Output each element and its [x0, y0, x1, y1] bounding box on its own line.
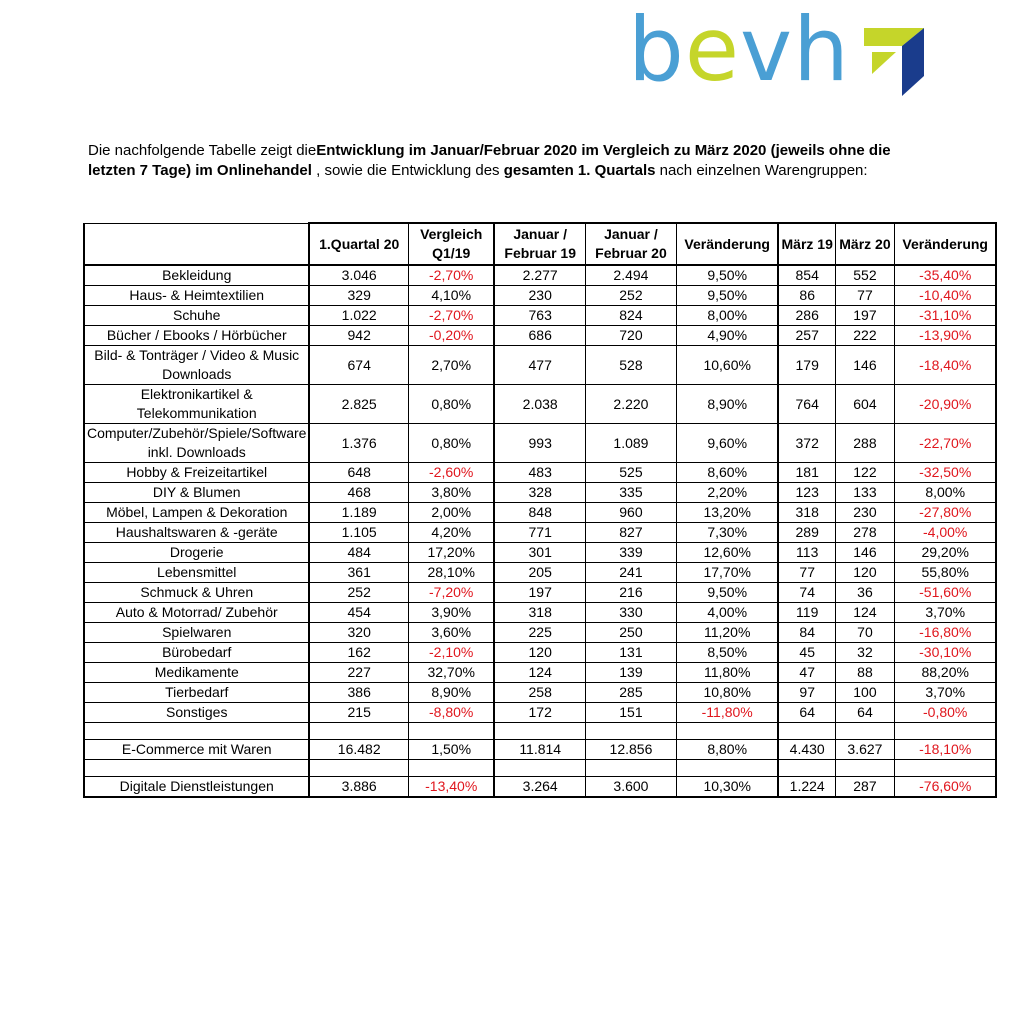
- intro-bold-2: gesamten 1. Quartals: [503, 161, 656, 179]
- table-cell: 100: [835, 683, 894, 703]
- table-cell: 771: [494, 523, 585, 543]
- row-label: Computer/Zubehör/Spiele/Software inkl. Downloads: [84, 424, 309, 463]
- spacer-cell: [309, 723, 408, 740]
- table-cell: 648: [309, 463, 408, 483]
- table-cell: 250: [585, 623, 676, 643]
- row-label: Spielwaren: [84, 623, 309, 643]
- spacer-row: [84, 723, 996, 740]
- row-label: Drogerie: [84, 543, 309, 563]
- table-cell: 8,90%: [408, 683, 494, 703]
- logo-letter-b: b: [628, 0, 685, 101]
- table-cell: 3.600: [585, 777, 676, 798]
- table-cell: 525: [585, 463, 676, 483]
- table-cell: 329: [309, 286, 408, 306]
- table-cell: -22,70%: [894, 424, 996, 463]
- table-cell: 2.220: [585, 385, 676, 424]
- product-group-table: [83, 222, 997, 798]
- table-cell: 124: [494, 663, 585, 683]
- table-cell: 484: [309, 543, 408, 563]
- logo-letter-e: e: [684, 0, 740, 101]
- table-cell: 764: [778, 385, 835, 424]
- table-cell: 225: [494, 623, 585, 643]
- table-cell: 4,10%: [408, 286, 494, 306]
- spacer-cell: [309, 760, 408, 777]
- row-label: Lebensmittel: [84, 563, 309, 583]
- table-row: [84, 503, 996, 523]
- table-cell: 119: [778, 603, 835, 623]
- table-cell: 1.022: [309, 306, 408, 326]
- table-cell: -18,40%: [894, 346, 996, 385]
- table-cell: -76,60%: [894, 777, 996, 798]
- table-cell: 11,80%: [676, 663, 778, 683]
- table-cell: 10,30%: [676, 777, 778, 798]
- table-cell: -31,10%: [894, 306, 996, 326]
- table-cell: 3,70%: [894, 683, 996, 703]
- table-cell: -0,80%: [894, 703, 996, 723]
- table-cell: 1.089: [585, 424, 676, 463]
- spacer-cell: [835, 723, 894, 740]
- table-cell: 0,80%: [408, 385, 494, 424]
- table-cell: -0,20%: [408, 326, 494, 346]
- table-cell: 993: [494, 424, 585, 463]
- table-cell: 854: [778, 265, 835, 286]
- table-cell: -2,10%: [408, 643, 494, 663]
- table-cell: 55,80%: [894, 563, 996, 583]
- table-cell: 9,50%: [676, 265, 778, 286]
- table-cell: 230: [494, 286, 585, 306]
- table-row: [84, 643, 996, 663]
- table-cell: 386: [309, 683, 408, 703]
- column-header: Januar / Februar 19: [494, 223, 585, 265]
- spacer-cell: [676, 760, 778, 777]
- table-cell: 172: [494, 703, 585, 723]
- table-cell: 1,50%: [408, 740, 494, 760]
- table-cell: 0,80%: [408, 424, 494, 463]
- row-label: Elektronikartikel & Telekommunikation: [84, 385, 309, 424]
- column-header: März 19: [778, 223, 835, 265]
- spacer-cell: [84, 760, 309, 777]
- table-cell: 2.038: [494, 385, 585, 424]
- table-cell: 222: [835, 326, 894, 346]
- table-cell: 604: [835, 385, 894, 424]
- table-cell: 13,20%: [676, 503, 778, 523]
- table-cell: 77: [778, 563, 835, 583]
- table-cell: 45: [778, 643, 835, 663]
- table-cell: 7,30%: [676, 523, 778, 543]
- table-cell: -32,50%: [894, 463, 996, 483]
- table-cell: 8,00%: [676, 306, 778, 326]
- table-cell: 88: [835, 663, 894, 683]
- table-cell: 257: [778, 326, 835, 346]
- table-cell: -18,10%: [894, 740, 996, 760]
- table-cell: 288: [835, 424, 894, 463]
- table-row: [84, 603, 996, 623]
- row-label: Schmuck & Uhren: [84, 583, 309, 603]
- table-cell: 241: [585, 563, 676, 583]
- column-header: Vergleich Q1/19: [408, 223, 494, 265]
- table-cell: -10,40%: [894, 286, 996, 306]
- table-cell: 361: [309, 563, 408, 583]
- table-cell: 227: [309, 663, 408, 683]
- table-cell: 47: [778, 663, 835, 683]
- table-cell: 824: [585, 306, 676, 326]
- row-label: Bürobedarf: [84, 643, 309, 663]
- table-cell: 318: [778, 503, 835, 523]
- table-row: [84, 703, 996, 723]
- table-cell: 720: [585, 326, 676, 346]
- table-cell: 320: [309, 623, 408, 643]
- table-row: [84, 265, 996, 286]
- row-label: E-Commerce mit Waren: [84, 740, 309, 760]
- intro-bold-1: Entwicklung im Januar/Februar 2020 im Vergleich zu März 2020 (jeweils ohne die letzten 7 Tage) im Onlinehandel: [88, 142, 891, 179]
- table-cell: 70: [835, 623, 894, 643]
- header-blank-cell: [84, 223, 309, 265]
- table-cell: 468: [309, 483, 408, 503]
- table-row: [84, 740, 996, 760]
- table-cell: 120: [494, 643, 585, 663]
- table-cell: 151: [585, 703, 676, 723]
- table-cell: 12.856: [585, 740, 676, 760]
- table-cell: 17,20%: [408, 543, 494, 563]
- table-cell: 252: [309, 583, 408, 603]
- table-cell: 1.105: [309, 523, 408, 543]
- table-row: [84, 424, 996, 463]
- table-cell: 3.046: [309, 265, 408, 286]
- table-cell: 124: [835, 603, 894, 623]
- table-cell: 29,20%: [894, 543, 996, 563]
- column-header: Veränderung: [676, 223, 778, 265]
- row-label: DIY & Blumen: [84, 483, 309, 503]
- table-cell: 454: [309, 603, 408, 623]
- table-cell: 36: [835, 583, 894, 603]
- table-cell: 827: [585, 523, 676, 543]
- table-row: [84, 306, 996, 326]
- spacer-cell: [676, 723, 778, 740]
- table-cell: -51,60%: [894, 583, 996, 603]
- row-label: Bild- & Tonträger / Video & Music Downloads: [84, 346, 309, 385]
- table-cell: -11,80%: [676, 703, 778, 723]
- table-row: [84, 483, 996, 503]
- table-cell: 8,90%: [676, 385, 778, 424]
- table-cell: 942: [309, 326, 408, 346]
- table-cell: 483: [494, 463, 585, 483]
- table-cell: 197: [494, 583, 585, 603]
- table-cell: 1.189: [309, 503, 408, 523]
- spacer-cell: [494, 760, 585, 777]
- table-cell: 162: [309, 643, 408, 663]
- table-cell: 120: [835, 563, 894, 583]
- table-cell: 258: [494, 683, 585, 703]
- table-cell: 32,70%: [408, 663, 494, 683]
- table-cell: 2.825: [309, 385, 408, 424]
- table-cell: 16.482: [309, 740, 408, 760]
- table-cell: 133: [835, 483, 894, 503]
- logo-letter-v: v: [740, 0, 794, 101]
- table-cell: 28,10%: [408, 563, 494, 583]
- table-cell: 335: [585, 483, 676, 503]
- table-cell: 216: [585, 583, 676, 603]
- table-cell: 278: [835, 523, 894, 543]
- table-row: [84, 523, 996, 543]
- table-cell: 3.264: [494, 777, 585, 798]
- row-label: Möbel, Lampen & Dekoration: [84, 503, 309, 523]
- table-cell: 4.430: [778, 740, 835, 760]
- table-cell: 4,00%: [676, 603, 778, 623]
- table-cell: 1.224: [778, 777, 835, 798]
- table-row: [84, 463, 996, 483]
- spacer-cell: [408, 723, 494, 740]
- row-label: Schuhe: [84, 306, 309, 326]
- intro-text-2: , sowie die Entwicklung des: [311, 161, 500, 179]
- table-cell: 32: [835, 643, 894, 663]
- table-cell: 84: [778, 623, 835, 643]
- spacer-cell: [408, 760, 494, 777]
- table-cell: 215: [309, 703, 408, 723]
- table-cell: 86: [778, 286, 835, 306]
- table-cell: -4,00%: [894, 523, 996, 543]
- table-cell: 301: [494, 543, 585, 563]
- table-cell: -27,80%: [894, 503, 996, 523]
- table-cell: 3.886: [309, 777, 408, 798]
- table-cell: 9,60%: [676, 424, 778, 463]
- table-cell: 97: [778, 683, 835, 703]
- table-row: [84, 385, 996, 424]
- spacer-cell: [835, 760, 894, 777]
- table-cell: 285: [585, 683, 676, 703]
- row-label: Bücher / Ebooks / Hörbücher: [84, 326, 309, 346]
- table-row: [84, 563, 996, 583]
- column-header: Veränderung: [894, 223, 996, 265]
- table-body: [84, 265, 996, 797]
- table-cell: 197: [835, 306, 894, 326]
- row-label: Sonstiges: [84, 703, 309, 723]
- row-label: Hobby & Freizeitartikel: [84, 463, 309, 483]
- column-header: Januar / Februar 20: [585, 223, 676, 265]
- table-row: [84, 543, 996, 563]
- table-cell: 3,90%: [408, 603, 494, 623]
- table-cell: 289: [778, 523, 835, 543]
- table-cell: 4,20%: [408, 523, 494, 543]
- table-cell: 74: [778, 583, 835, 603]
- intro-paragraph: [88, 141, 918, 180]
- table-cell: 181: [778, 463, 835, 483]
- table-row: [84, 326, 996, 346]
- table-cell: -2,60%: [408, 463, 494, 483]
- table-cell: 10,60%: [676, 346, 778, 385]
- table-cell: 9,50%: [676, 286, 778, 306]
- table-cell: -7,20%: [408, 583, 494, 603]
- table-cell: -13,90%: [894, 326, 996, 346]
- table-cell: 131: [585, 643, 676, 663]
- table-cell: 328: [494, 483, 585, 503]
- table-cell: 3,60%: [408, 623, 494, 643]
- table-cell: 339: [585, 543, 676, 563]
- table-cell: 205: [494, 563, 585, 583]
- logo-wordmark: [628, 0, 850, 101]
- intro-text-1: Die nachfolgende Tabelle zeigt die: [88, 142, 317, 159]
- table-cell: 2,70%: [408, 346, 494, 385]
- table-row: [84, 286, 996, 306]
- table-cell: 960: [585, 503, 676, 523]
- table-cell: 146: [835, 543, 894, 563]
- logo-letter-h: h: [793, 0, 850, 101]
- table-row: [84, 683, 996, 703]
- row-label: Haushaltswaren & -geräte: [84, 523, 309, 543]
- table-cell: 3.627: [835, 740, 894, 760]
- table-cell: 674: [309, 346, 408, 385]
- table-cell: 2.277: [494, 265, 585, 286]
- table-row: [84, 583, 996, 603]
- table-cell: 8,00%: [894, 483, 996, 503]
- table-row: [84, 663, 996, 683]
- table-cell: 11,20%: [676, 623, 778, 643]
- row-label: Auto & Motorrad/ Zubehör: [84, 603, 309, 623]
- row-label: Medikamente: [84, 663, 309, 683]
- table-cell: 9,50%: [676, 583, 778, 603]
- table-cell: 10,80%: [676, 683, 778, 703]
- spacer-cell: [585, 723, 676, 740]
- table-cell: 848: [494, 503, 585, 523]
- spacer-cell: [585, 760, 676, 777]
- table-cell: -8,80%: [408, 703, 494, 723]
- table-cell: 64: [835, 703, 894, 723]
- table-cell: 2.494: [585, 265, 676, 286]
- table-cell: 12,60%: [676, 543, 778, 563]
- table-cell: 8,60%: [676, 463, 778, 483]
- table-cell: 123: [778, 483, 835, 503]
- table-cell: 8,80%: [676, 740, 778, 760]
- logo-box-icon: [862, 24, 926, 100]
- row-label: Bekleidung: [84, 265, 309, 286]
- table-cell: 763: [494, 306, 585, 326]
- table-cell: -2,70%: [408, 306, 494, 326]
- table-cell: -20,90%: [894, 385, 996, 424]
- table-cell: 477: [494, 346, 585, 385]
- table-cell: -2,70%: [408, 265, 494, 286]
- table-header-row: [84, 223, 996, 265]
- table-cell: 146: [835, 346, 894, 385]
- table-cell: -13,40%: [408, 777, 494, 798]
- table-cell: 3,80%: [408, 483, 494, 503]
- row-label: Digitale Dienstleistungen: [84, 777, 309, 798]
- row-label: Tierbedarf: [84, 683, 309, 703]
- table-cell: 4,90%: [676, 326, 778, 346]
- column-header: März 20: [835, 223, 894, 265]
- row-label: Haus- & Heimtextilien: [84, 286, 309, 306]
- spacer-cell: [494, 723, 585, 740]
- table-cell: 230: [835, 503, 894, 523]
- table-cell: -16,80%: [894, 623, 996, 643]
- table-cell: 139: [585, 663, 676, 683]
- table-cell: 318: [494, 603, 585, 623]
- spacer-cell: [894, 723, 996, 740]
- table-cell: 252: [585, 286, 676, 306]
- table-row: [84, 346, 996, 385]
- table-cell: 528: [585, 346, 676, 385]
- table-cell: 2,00%: [408, 503, 494, 523]
- table-cell: 17,70%: [676, 563, 778, 583]
- spacer-row: [84, 760, 996, 777]
- table-row: [84, 777, 996, 798]
- table-cell: 122: [835, 463, 894, 483]
- table-cell: 2,20%: [676, 483, 778, 503]
- table-row: [84, 623, 996, 643]
- table-cell: 179: [778, 346, 835, 385]
- table-cell: 1.376: [309, 424, 408, 463]
- table-cell: 286: [778, 306, 835, 326]
- spacer-cell: [894, 760, 996, 777]
- table-cell: 3,70%: [894, 603, 996, 623]
- intro-text-3: nach einzelnen Warengruppen:: [655, 161, 868, 179]
- spacer-cell: [778, 760, 835, 777]
- table-cell: 686: [494, 326, 585, 346]
- table-cell: 113: [778, 543, 835, 563]
- table-cell: -35,40%: [894, 265, 996, 286]
- spacer-cell: [778, 723, 835, 740]
- table-cell: 552: [835, 265, 894, 286]
- table-cell: 330: [585, 603, 676, 623]
- bevh-logo: [628, 0, 928, 104]
- spacer-cell: [84, 723, 309, 740]
- table-cell: 287: [835, 777, 894, 798]
- table-cell: 8,50%: [676, 643, 778, 663]
- table-cell: 372: [778, 424, 835, 463]
- column-header: 1.Quartal 20: [309, 223, 408, 265]
- table-cell: 11.814: [494, 740, 585, 760]
- table-cell: 77: [835, 286, 894, 306]
- table-cell: -30,10%: [894, 643, 996, 663]
- table-cell: 64: [778, 703, 835, 723]
- table-cell: 88,20%: [894, 663, 996, 683]
